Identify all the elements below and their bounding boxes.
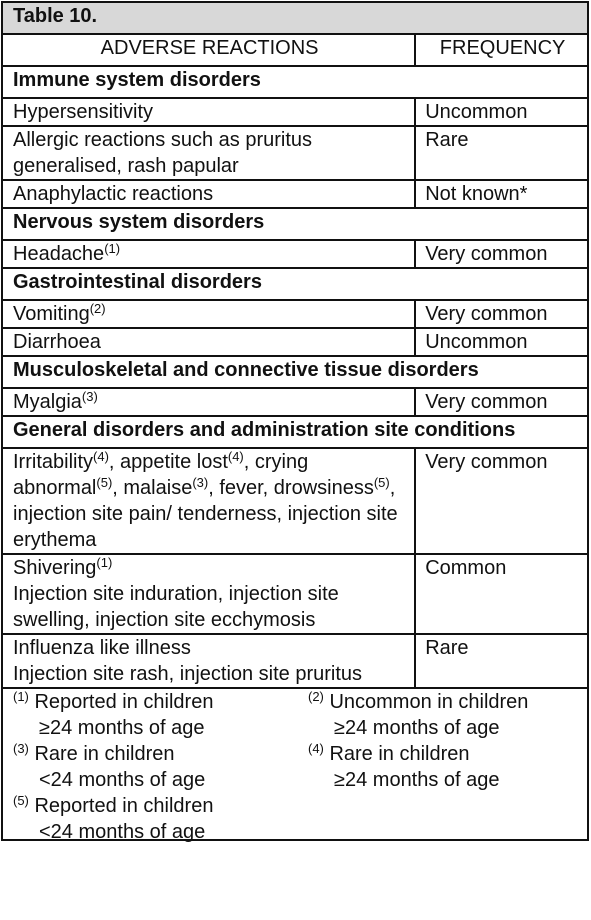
reaction-text: Anaphylactic reactions bbox=[13, 183, 214, 205]
reaction-text: Injection site rash, injection site pruritus bbox=[13, 663, 363, 685]
reaction-cell bbox=[2, 300, 415, 328]
footnote-line-2: ≥24 months of age bbox=[334, 717, 500, 739]
section-heading: Musculoskeletal and connective tissue disorders bbox=[2, 356, 588, 388]
footnote-text: Rare in children bbox=[329, 743, 470, 765]
header-frequency: FREQUENCY bbox=[415, 34, 588, 66]
footnote-mark: (4) bbox=[308, 741, 324, 756]
section-row bbox=[2, 208, 588, 240]
reaction-text: , malaise bbox=[112, 477, 193, 499]
table-row bbox=[2, 328, 588, 356]
reaction-cell bbox=[2, 180, 415, 208]
footnote-mark: (2) bbox=[308, 689, 324, 704]
footnote-ref: (1) bbox=[96, 555, 113, 570]
section-heading: Nervous system disorders bbox=[2, 208, 588, 240]
footnotes-row bbox=[2, 688, 588, 840]
footnote bbox=[308, 741, 588, 793]
footnote-line-2: ≥24 months of age bbox=[39, 717, 205, 739]
reaction-text: , appetite lost bbox=[108, 451, 228, 473]
footnote-text: Reported in children bbox=[34, 691, 214, 713]
table-title: Table 10. bbox=[2, 2, 588, 34]
footnote-ref: (4) bbox=[227, 449, 244, 464]
footnote-mark: (3) bbox=[13, 741, 29, 756]
footnote-ref: (3) bbox=[81, 389, 98, 404]
table-row bbox=[2, 126, 588, 180]
reaction-text: Influenza like illness bbox=[13, 637, 191, 659]
section-row bbox=[2, 416, 588, 448]
reaction-text: Myalgia bbox=[13, 391, 82, 413]
section-heading: General disorders and administration site conditions bbox=[2, 416, 588, 448]
table-row bbox=[2, 554, 588, 634]
reaction-cell bbox=[2, 240, 415, 268]
reaction-text: Shivering bbox=[13, 557, 97, 579]
reaction-cell bbox=[2, 388, 415, 416]
reaction-text: Vomiting bbox=[13, 303, 90, 325]
footnote-line-1 bbox=[308, 689, 588, 715]
frequency-cell: Rare bbox=[415, 634, 588, 688]
footnote-ref: (4) bbox=[93, 449, 109, 464]
footnote-ref: (5) bbox=[373, 475, 390, 490]
reaction-text: Irritability bbox=[13, 451, 94, 473]
footnote-line-2: <24 months of age bbox=[39, 821, 206, 843]
section-heading: Immune system disorders bbox=[2, 66, 588, 98]
adverse-reactions-table bbox=[1, 1, 589, 841]
frequency-cell: Not known* bbox=[415, 180, 588, 208]
table-row bbox=[2, 240, 588, 268]
footnote-text: Rare in children bbox=[34, 743, 175, 765]
reaction-text: Headache bbox=[13, 243, 105, 265]
frequency-cell: Uncommon bbox=[415, 98, 588, 126]
header-adverse-reactions: ADVERSE REACTIONS bbox=[2, 34, 415, 66]
footnote-line-1 bbox=[13, 741, 293, 767]
table-row bbox=[2, 448, 588, 554]
frequency-cell: Very common bbox=[415, 300, 588, 328]
frequency-cell: Very common bbox=[415, 240, 588, 268]
section-row bbox=[2, 66, 588, 98]
reaction-text: , fever, drowsiness bbox=[208, 477, 374, 499]
footnote-line-1 bbox=[13, 793, 293, 819]
footnote-mark: (1) bbox=[13, 689, 29, 704]
footnote bbox=[13, 793, 293, 845]
frequency-cell: Uncommon bbox=[415, 328, 588, 356]
table-title-row bbox=[2, 2, 588, 34]
reaction-cell bbox=[2, 328, 415, 356]
footnote bbox=[13, 741, 293, 793]
footnote-ref: (3) bbox=[192, 475, 209, 490]
footnotes-cell bbox=[2, 688, 588, 843]
footnote-ref: (1) bbox=[104, 241, 121, 256]
reaction-text: Diarrhoea bbox=[13, 331, 101, 353]
table-row bbox=[2, 300, 588, 328]
footnote-ref: (5) bbox=[96, 475, 113, 490]
reaction-cell bbox=[2, 126, 415, 180]
footnote-text: Reported in children bbox=[34, 795, 214, 817]
footnote-line-1 bbox=[13, 689, 293, 715]
footnote-mark: (5) bbox=[13, 793, 29, 808]
reaction-cell bbox=[2, 634, 415, 688]
footnote-text: Uncommon in children bbox=[329, 691, 529, 713]
table-row bbox=[2, 180, 588, 208]
frequency-cell: Common bbox=[415, 554, 588, 634]
footnote-line-1 bbox=[308, 741, 588, 767]
table-row bbox=[2, 634, 588, 688]
reaction-text: , crying abnormal bbox=[13, 451, 309, 499]
frequency-cell: Very common bbox=[415, 388, 588, 416]
reaction-text: , injection site pain/ tenderness, injection site erythema bbox=[13, 477, 398, 551]
section-heading: Gastrointestinal disorders bbox=[2, 268, 588, 300]
table-row bbox=[2, 388, 588, 416]
footnote bbox=[13, 689, 293, 741]
footnotes bbox=[13, 689, 579, 843]
reaction-cell bbox=[2, 448, 415, 554]
reaction-text: Injection site induration, injection site swelling, injection site ecchymosis bbox=[13, 583, 339, 631]
section-row bbox=[2, 356, 588, 388]
reaction-text: Hypersensitivity bbox=[13, 101, 154, 123]
table-row bbox=[2, 98, 588, 126]
section-row bbox=[2, 268, 588, 300]
reaction-text: Allergic reactions such as pruritus generalised, rash papular bbox=[13, 129, 313, 177]
footnote-line-2: ≥24 months of age bbox=[334, 769, 500, 791]
footnote-ref: (2) bbox=[89, 301, 106, 316]
reaction-cell bbox=[2, 554, 415, 634]
reaction-cell bbox=[2, 98, 415, 126]
footnote-line-2: <24 months of age bbox=[39, 769, 206, 791]
frequency-cell: Very common bbox=[415, 448, 588, 554]
table-header-row bbox=[2, 34, 588, 66]
frequency-cell: Rare bbox=[415, 126, 588, 180]
footnote bbox=[308, 689, 588, 741]
